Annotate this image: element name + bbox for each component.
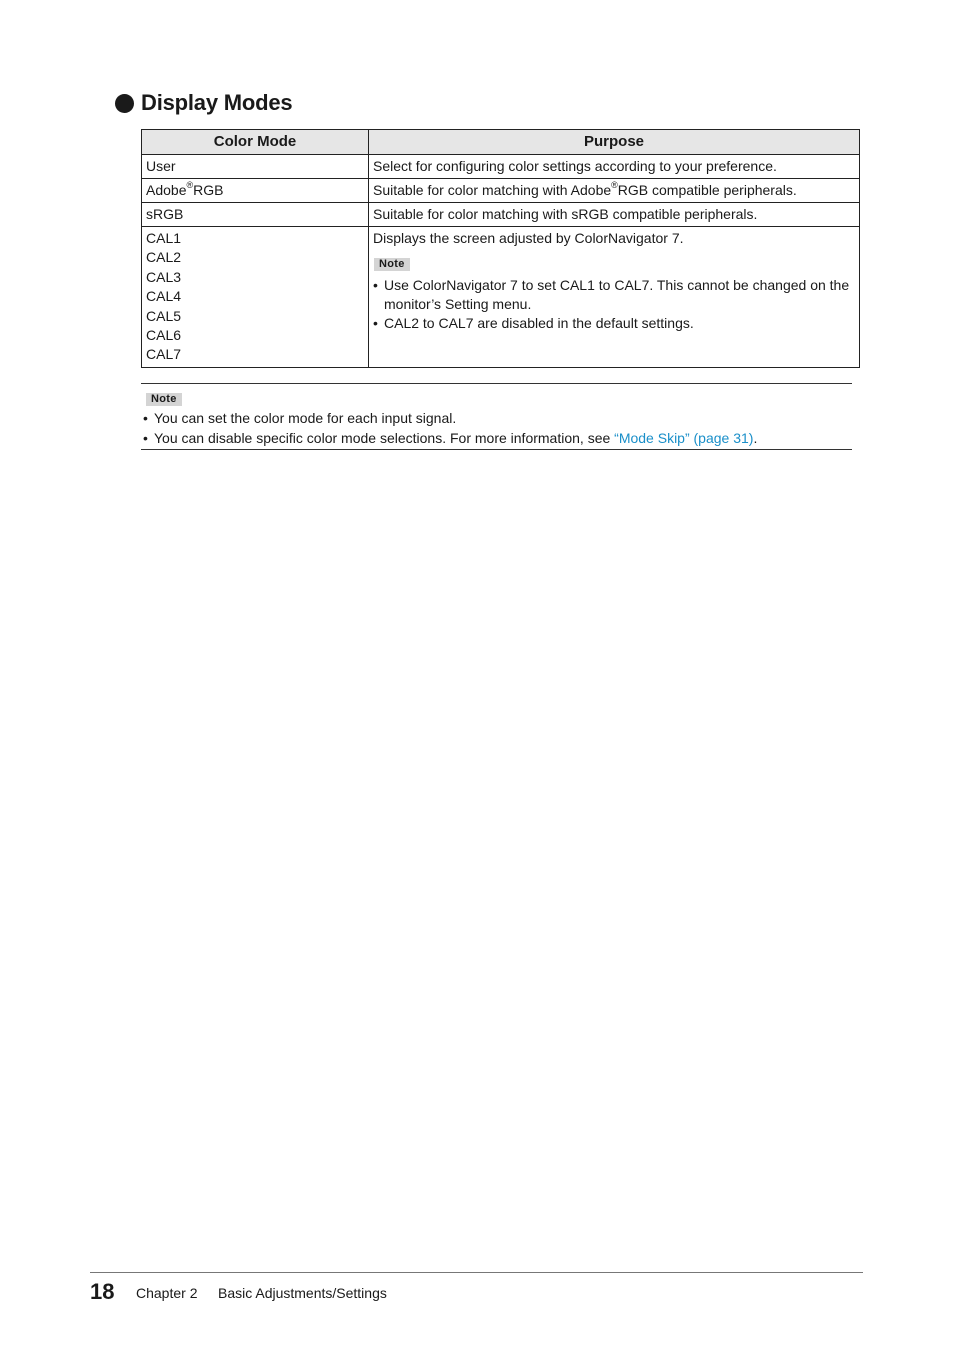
column-header-color-mode: Color Mode <box>142 130 369 155</box>
table-row <box>142 203 860 227</box>
mode-name-suffix: RGB <box>193 182 224 198</box>
bullet-circle-icon <box>115 94 134 113</box>
page-title: Display Modes <box>141 90 293 115</box>
cal-purpose-cell <box>369 227 860 368</box>
column-header-purpose: Purpose <box>369 130 860 155</box>
cal-mode-item: CAL6 <box>146 326 182 343</box>
note-text: You can disable specific color mode selections. For more information, see <box>154 430 615 446</box>
color-mode-table <box>141 129 860 368</box>
mode-cell <box>142 179 369 203</box>
note-badge: Note <box>146 393 182 406</box>
footer-chapter: Chapter 2 <box>136 1285 198 1301</box>
note-section <box>141 383 852 450</box>
mode-name: Adobe <box>146 182 187 198</box>
purpose-cell: Select for configuring color settings according to your preference. <box>369 155 860 179</box>
mode-skip-link[interactable]: “Mode Skip” (page 31) <box>614 430 754 446</box>
list-item: • Use ColorNavigator 7 to set CAL1 to CAL7. This cannot be changed on the monitor’s Setting menu. <box>373 277 850 312</box>
note-badge: Note <box>374 258 410 271</box>
cal-mode-item: CAL7 <box>146 346 182 363</box>
purpose-cell: Suitable for color matching with sRGB compatible peripherals. <box>369 203 860 227</box>
purpose-text: Suitable for color matching with Adobe <box>373 182 612 198</box>
cal-purpose-text: Displays the screen adjusted by ColorNavigator 7. <box>373 230 684 246</box>
note-text: You can set the color mode for each input signal. <box>154 410 457 426</box>
note-list <box>141 408 852 448</box>
registered-mark: ® <box>186 180 194 191</box>
cal-mode-item: CAL1 <box>146 230 182 246</box>
registered-mark: ® <box>611 180 618 191</box>
purpose-cell <box>369 179 860 203</box>
page-heading <box>115 89 292 117</box>
note-text: CAL2 to CAL7 are disabled in the default settings. <box>384 315 694 331</box>
footer-divider <box>90 1272 863 1273</box>
note-text: Use ColorNavigator 7 to set CAL1 to CAL7. This cannot be changed on the monitor’s Setting menu. <box>384 277 850 312</box>
cal-note-list <box>373 276 855 333</box>
cal-modes-cell <box>142 227 369 368</box>
footer-section-title: Basic Adjustments/Settings <box>218 1285 387 1301</box>
list-item: • You can set the color mode for each input signal. <box>143 410 457 426</box>
note-text-end: . <box>753 430 758 446</box>
table-row <box>142 179 860 203</box>
table-row <box>142 155 860 179</box>
mode-cell: User <box>142 155 369 179</box>
table-header-row <box>142 130 860 155</box>
cal-mode-item: CAL2 <box>146 249 182 266</box>
cal-mode-item: CAL5 <box>146 307 182 324</box>
mode-cell: sRGB <box>142 203 369 227</box>
list-item: • CAL2 to CAL7 are disabled in the default settings. <box>373 315 694 331</box>
list-item: • You can disable specific color mode selections. For more information, see “Mode Skip” (page 31). <box>143 430 758 446</box>
cal-mode-item: CAL3 <box>146 268 182 285</box>
cal-mode-item: CAL4 <box>146 288 182 305</box>
page-number: 18 <box>90 1279 115 1304</box>
purpose-text-suffix: RGB compatible peripherals. <box>617 182 797 198</box>
table-row <box>142 227 860 368</box>
